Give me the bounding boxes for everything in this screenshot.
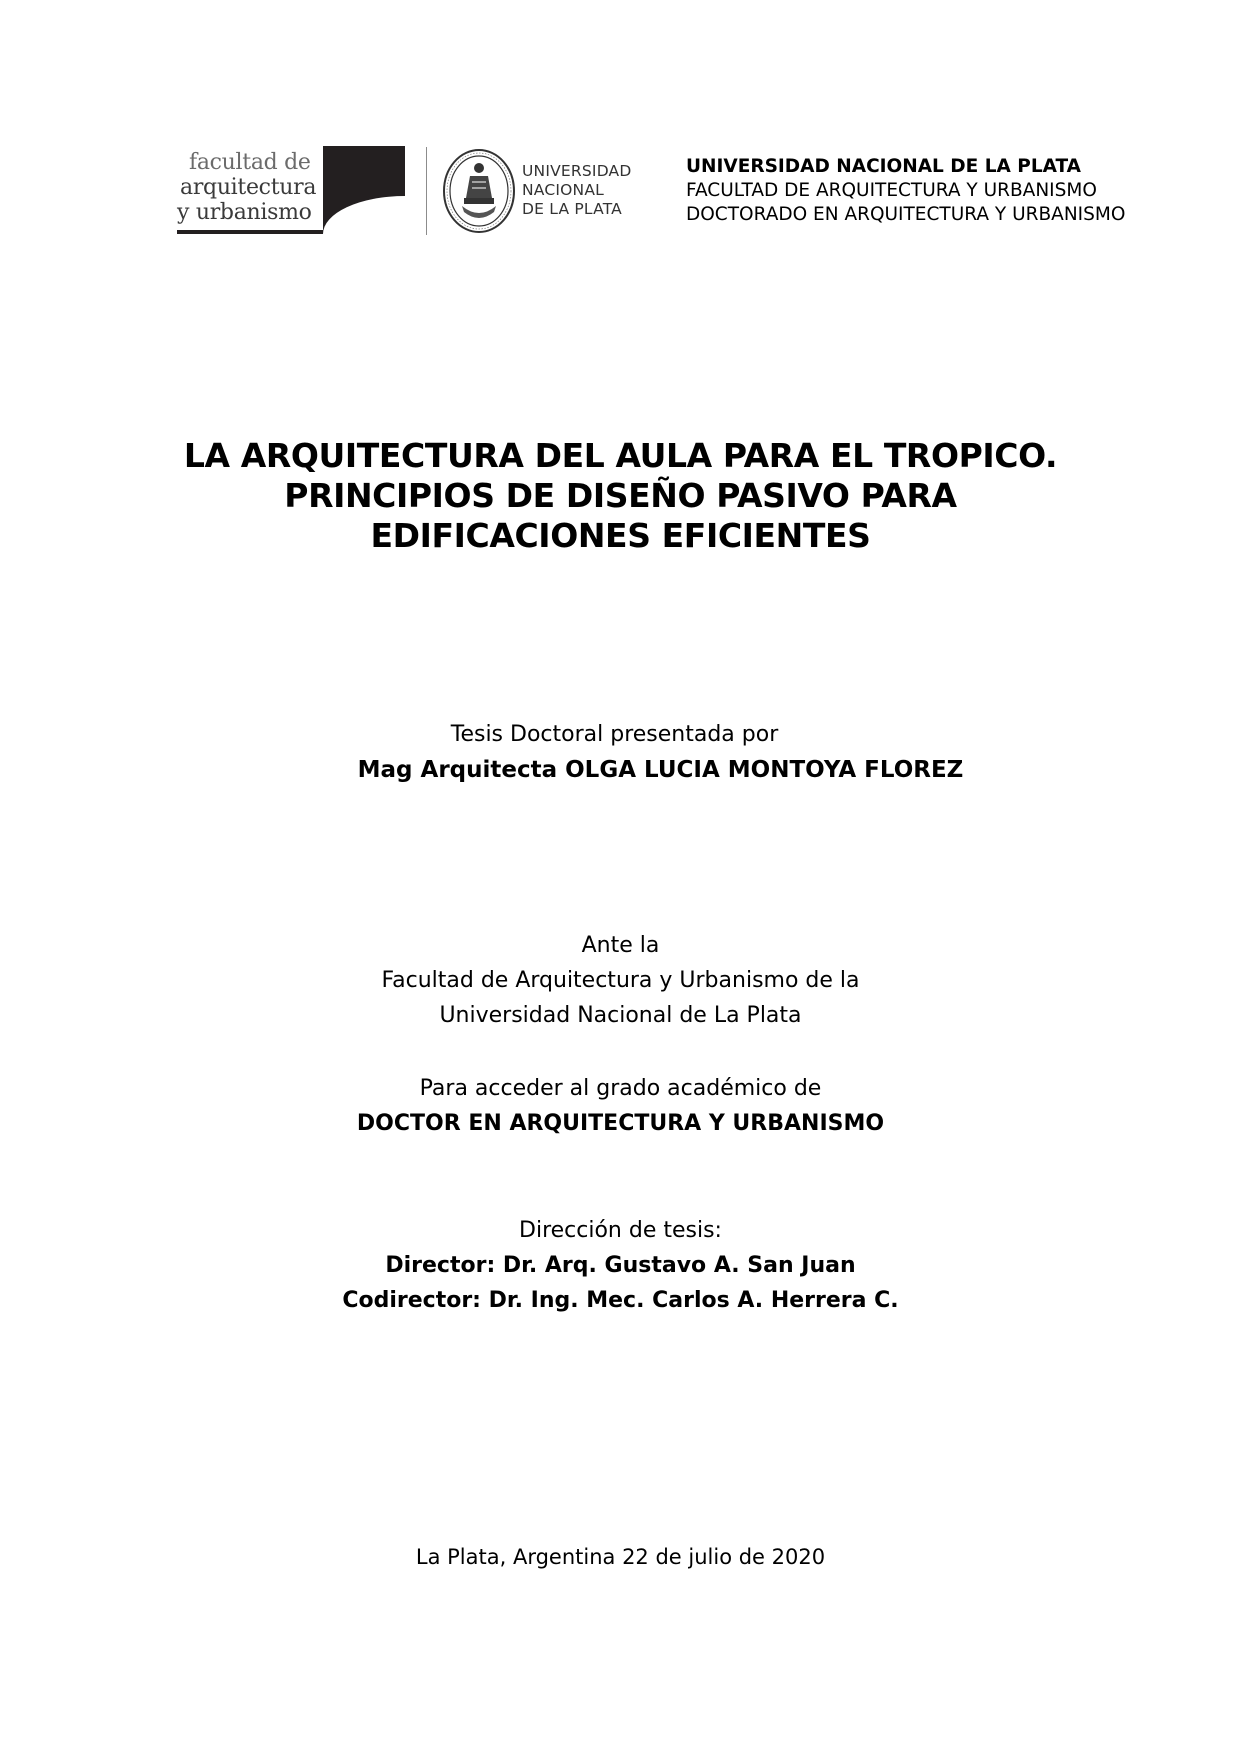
university-name: UNIVERSIDAD NACIONAL DE LA PLATA xyxy=(686,156,1081,177)
thesis-title-line: PRINCIPIOS DE DISEÑO PASIVO PARA xyxy=(284,476,957,515)
thesis-title xyxy=(0,436,1241,556)
degree-name: DOCTOR EN ARQUITECTURA Y URBANISMO xyxy=(356,1111,885,1136)
before-line: Facultad de Arquitectura y Urbanismo de la xyxy=(381,968,860,993)
university-logo-text: UNIVERSIDAD NACIONAL DE LA PLATA xyxy=(522,162,632,218)
program-name: DOCTORADO EN ARQUITECTURA Y URBANISMO xyxy=(686,204,1126,225)
faculty-logo-line: arquitectura xyxy=(180,175,317,200)
logo-divider xyxy=(426,147,427,235)
before-line: Universidad Nacional de La Plata xyxy=(439,1003,802,1028)
author-name: Mag Arquitecta OLGA LUCIA MONTOYA FLOREZ xyxy=(357,757,964,783)
place-date: La Plata, Argentina 22 de julio de 2020 xyxy=(415,1545,826,1569)
faculty-logo-line: facultad de xyxy=(189,150,311,175)
faculty-logo xyxy=(177,146,405,234)
thesis-title-line: EDIFICACIONES EFICIENTES xyxy=(370,516,871,555)
direction-heading: Dirección de tesis: xyxy=(519,1218,722,1243)
degree-intro: Para acceder al grado académico de xyxy=(419,1076,822,1101)
faculty-name: FACULTAD DE ARQUITECTURA Y URBANISMO xyxy=(686,180,1097,201)
faculty-logo-line: y urbanismo xyxy=(177,200,312,225)
institution-header xyxy=(686,155,1125,227)
before-line: Ante la xyxy=(581,933,660,958)
university-seal-icon xyxy=(442,148,516,234)
codirector: Codirector: Dr. Ing. Mec. Carlos A. Herrera C. xyxy=(342,1288,899,1313)
director: Director: Dr. Arq. Gustavo A. San Juan xyxy=(385,1253,856,1278)
presented-by: Tesis Doctoral presentada por xyxy=(450,722,779,747)
thesis-title-line: LA ARQUITECTURA DEL AULA PARA EL TROPICO. xyxy=(183,436,1058,475)
